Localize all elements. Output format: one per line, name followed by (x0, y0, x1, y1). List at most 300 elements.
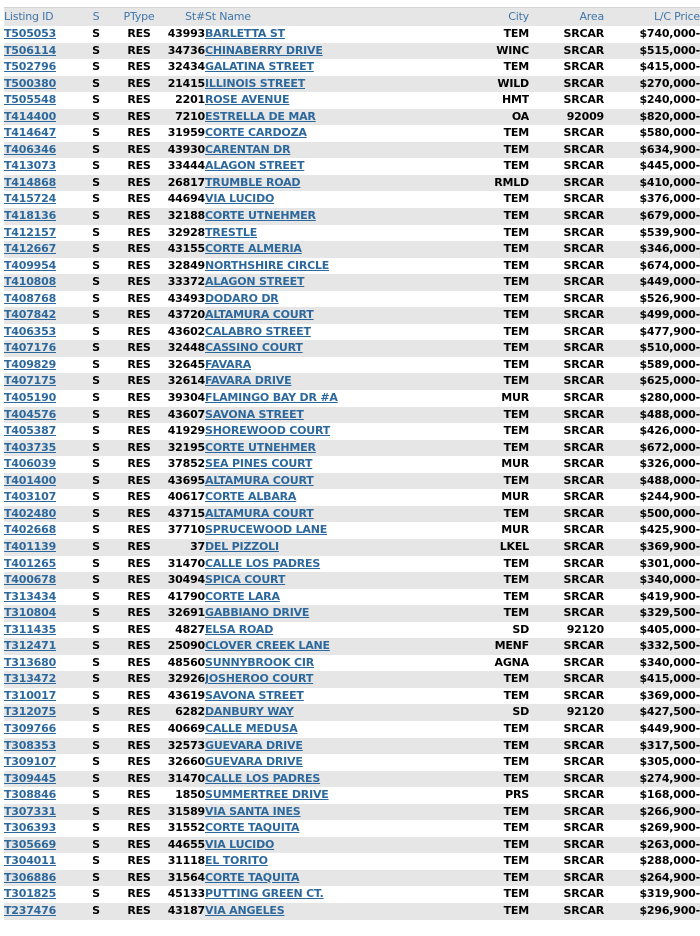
price-value: $168,000 (639, 788, 696, 802)
area-cell: SRCAR (529, 175, 604, 192)
price-cell (604, 622, 700, 639)
listing-id-link[interactable]: T404576 (4, 407, 57, 421)
city-cell: TEM (464, 274, 529, 291)
price-cell (604, 787, 700, 804)
price-value: $405,000 (639, 622, 696, 636)
price-value: $263,000 (639, 837, 696, 851)
listing-id-link[interactable]: T301825 (4, 887, 57, 901)
listing-id-link[interactable]: T415724 (4, 192, 57, 206)
price-value: $419,900 (639, 589, 696, 603)
status-cell: S (92, 324, 100, 338)
city-cell: PRS (505, 788, 529, 802)
street-name-link[interactable]: CALLE LOS PADRES (205, 556, 321, 570)
status-cell: S (74, 340, 118, 357)
price-cell (604, 158, 700, 175)
street-name-link[interactable]: DANBURY WAY (205, 705, 294, 719)
area-cell: SRCAR (563, 192, 604, 206)
header-row (4, 8, 700, 27)
price-cell (604, 837, 700, 854)
area-cell: SRCAR (563, 556, 604, 570)
listing-id-link[interactable]: T401139 (4, 539, 57, 553)
listing-id-link[interactable]: T410808 (4, 275, 57, 289)
listing-id-link[interactable]: T306393 (4, 821, 57, 835)
street-name-link[interactable]: JOSHEROO COURT (205, 672, 314, 686)
listing-id-link[interactable]: T406346 (4, 142, 57, 156)
street-name-link[interactable]: ALTAMURA COURT (205, 506, 314, 520)
listing-id-cell (4, 688, 74, 705)
area-cell: SRCAR (529, 572, 604, 589)
price-truncation-mark: - (695, 556, 700, 570)
area-cell: SRCAR (529, 440, 604, 457)
area-cell: 92120 (529, 704, 604, 721)
city-cell: TEM (464, 473, 529, 490)
ptype-cell: RES (127, 721, 151, 735)
street-name-link[interactable]: VIA SANTA INES (205, 804, 301, 818)
price-value: $488,000 (639, 407, 696, 421)
listing-id-link[interactable]: T414868 (4, 175, 57, 189)
street-name-link[interactable]: ESTRELLA DE MAR (205, 109, 316, 123)
price-cell (604, 43, 700, 60)
street-name-link[interactable]: SAVONA STREET (205, 407, 304, 421)
street-name-link[interactable]: PUTTING GREEN CT. (205, 887, 324, 901)
street-name-cell (205, 903, 464, 920)
street-name-link[interactable]: ALTAMURA COURT (205, 473, 314, 487)
street-name-link[interactable]: CLOVER CREEK LANE (205, 639, 330, 653)
listing-id-link[interactable]: T407175 (4, 374, 57, 388)
street-number-cell: 31564 (160, 870, 205, 887)
price-cell (604, 440, 700, 457)
street-name-cell (205, 274, 464, 291)
status-cell: S (92, 159, 100, 173)
street-name-link[interactable]: CALLE MEDUSA (205, 721, 298, 735)
city-cell: WILD (464, 76, 529, 93)
listing-id-link[interactable]: T406039 (4, 457, 57, 471)
area-cell: SRCAR (529, 373, 604, 390)
street-number-cell: 32691 (160, 605, 205, 622)
table-row (4, 225, 700, 242)
area-cell: SRCAR (529, 307, 604, 324)
ptype-cell: RES (118, 605, 160, 622)
street-name-link[interactable]: SPRUCEWOOD LANE (205, 523, 328, 537)
listing-id-link[interactable]: T309766 (4, 721, 57, 735)
listing-id-link[interactable]: T402668 (4, 523, 57, 537)
street-name-link[interactable]: CORTE TAQUITA (205, 870, 300, 884)
status-cell: S (74, 142, 118, 159)
street-number-cell: 31959 (167, 126, 205, 140)
table-row (4, 208, 700, 225)
street-name-link[interactable]: CORTE TAQUITA (205, 821, 300, 835)
area-cell: SRCAR (563, 324, 604, 338)
column-header-street-name[interactable]: St Name (205, 8, 464, 27)
area-cell: SRCAR (563, 357, 604, 371)
street-name-link[interactable]: NORTHSHIRE CIRCLE (205, 258, 330, 272)
listing-id-link[interactable]: T309445 (4, 771, 57, 785)
street-name-link[interactable]: CORTE ALMERIA (205, 242, 302, 256)
table-row (4, 522, 700, 539)
price-truncation-mark: - (695, 804, 700, 818)
listing-id-link[interactable]: T237476 (4, 903, 57, 917)
street-name-link[interactable]: FAVARA (205, 357, 252, 371)
status-cell: S (74, 671, 118, 688)
price-cell (604, 572, 700, 589)
listing-id-link[interactable]: T407176 (4, 341, 57, 355)
listing-id-cell (4, 622, 74, 639)
price-truncation-mark: - (695, 655, 700, 669)
table-row (4, 655, 700, 672)
area-cell: SRCAR (529, 76, 604, 93)
price-cell (604, 274, 700, 291)
street-name-link[interactable]: CORTE CARDOZA (205, 126, 307, 140)
table-row (4, 572, 700, 589)
ptype-cell: RES (118, 738, 160, 755)
city-cell: TEM (503, 589, 529, 603)
ptype-cell: RES (127, 357, 151, 371)
status-cell: S (74, 373, 118, 390)
street-name-link[interactable]: DODARO DR (205, 291, 279, 305)
listing-id-link[interactable]: T405190 (4, 391, 57, 405)
table-row (4, 76, 700, 93)
ptype-cell: RES (118, 208, 160, 225)
street-name-cell (205, 208, 464, 225)
listing-id-link[interactable]: T414400 (4, 109, 57, 123)
price-value: $445,000 (639, 159, 696, 173)
listing-id-link[interactable]: T311435 (4, 622, 57, 636)
street-name-link[interactable]: BARLETTA ST (205, 27, 285, 40)
price-value: $488,000 (639, 473, 696, 487)
street-number-cell: 32614 (160, 373, 205, 390)
area-cell: 92120 (566, 622, 604, 636)
table-row (4, 109, 700, 126)
street-name-link[interactable]: ALAGON STREET (205, 275, 305, 289)
street-name-cell (205, 589, 464, 606)
price-cell (604, 125, 700, 142)
price-value: $526,900 (639, 291, 696, 305)
street-name-link[interactable]: EL TORITO (205, 854, 268, 868)
status-cell: S (74, 870, 118, 887)
street-name-link[interactable]: CORTE ALBARA (205, 490, 297, 504)
listing-id-link[interactable]: T402480 (4, 506, 57, 520)
listing-id-link[interactable]: T505053 (4, 27, 57, 40)
street-name-link[interactable]: CALABRO STREET (205, 324, 311, 338)
area-cell: SRCAR (529, 870, 604, 887)
table-row (4, 43, 700, 60)
area-cell: SRCAR (563, 291, 604, 305)
street-name-link[interactable]: VIA LUCIDO (205, 837, 275, 851)
ptype-cell: RES (118, 638, 160, 655)
ptype-cell: RES (127, 755, 151, 769)
city-cell: TEM (503, 225, 529, 239)
price-cell (604, 423, 700, 440)
ptype-cell: RES (127, 424, 151, 438)
street-name-link[interactable]: DEL PIZZOLI (205, 539, 279, 553)
listing-id-link[interactable]: T406353 (4, 324, 57, 338)
street-name-link[interactable]: FLAMINGO BAY DR #A (205, 391, 338, 405)
listing-id-link[interactable]: T412157 (4, 225, 57, 239)
price-cell (604, 903, 700, 920)
price-cell (604, 357, 700, 374)
table-row (4, 489, 700, 506)
table-row (4, 473, 700, 490)
listing-id-link[interactable]: T502796 (4, 60, 57, 74)
street-name-link[interactable]: SUMMERTREE DRIVE (205, 788, 329, 802)
price-cell (604, 307, 700, 324)
listing-id-link[interactable]: T313434 (4, 589, 57, 603)
street-name-link[interactable]: GALATINA STREET (205, 60, 314, 74)
listing-id-cell (4, 489, 74, 506)
street-name-link[interactable]: GABBIANO DRIVE (205, 606, 310, 620)
area-cell: SRCAR (529, 340, 604, 357)
city-cell: SD (464, 704, 529, 721)
city-cell: TEM (464, 340, 529, 357)
listing-id-cell (4, 43, 74, 60)
city-cell: TEM (464, 373, 529, 390)
price-cell (604, 853, 700, 870)
status-cell: S (74, 208, 118, 225)
price-value: $305,000 (639, 755, 696, 769)
price-value: $740,000 (639, 27, 696, 40)
listing-id-link[interactable]: T401265 (4, 556, 57, 570)
area-cell: SRCAR (529, 771, 604, 788)
street-name-cell (205, 556, 464, 573)
city-cell: TEM (503, 887, 529, 901)
price-truncation-mark: - (695, 837, 700, 851)
column-header-status[interactable]: S (74, 8, 118, 27)
listing-id-cell (4, 225, 74, 242)
listing-id-link[interactable]: T312471 (4, 639, 57, 653)
listing-id-cell (4, 291, 74, 308)
listing-id-link[interactable]: T307331 (4, 804, 57, 818)
street-name-link[interactable]: ALAGON STREET (205, 159, 305, 173)
area-cell: SRCAR (563, 523, 604, 537)
table-row (4, 456, 700, 473)
price-cell (604, 92, 700, 109)
ptype-cell: RES (118, 274, 160, 291)
street-number-cell: 7210 (160, 109, 205, 126)
price-value: $369,000 (639, 688, 696, 702)
status-cell: S (74, 407, 118, 424)
street-name-link[interactable]: GUEVARA DRIVE (205, 755, 303, 769)
street-number-cell: 6282 (160, 704, 205, 721)
street-name-cell (205, 473, 464, 490)
status-cell: S (92, 887, 100, 901)
street-name-link[interactable]: CHINABERRY DRIVE (205, 43, 323, 57)
table-row (4, 539, 700, 556)
ptype-cell: RES (118, 837, 160, 854)
street-name-link[interactable]: CALLE LOS PADRES (205, 771, 321, 785)
price-value: $477,900 (639, 324, 696, 338)
area-cell: SRCAR (529, 539, 604, 556)
price-value: $288,000 (639, 854, 696, 868)
ptype-cell: RES (127, 655, 151, 669)
listing-id-link[interactable]: T405387 (4, 424, 57, 438)
street-name-link[interactable]: SPICA COURT (205, 573, 286, 587)
area-cell: SRCAR (529, 208, 604, 225)
listing-id-link[interactable]: T310804 (4, 606, 57, 620)
price-cell (604, 539, 700, 556)
table-row (4, 506, 700, 523)
listing-id-link[interactable]: T407842 (4, 308, 57, 322)
listing-id-cell (4, 655, 74, 672)
table-row (4, 605, 700, 622)
listings-body (4, 26, 700, 920)
listing-id-link[interactable]: T310017 (4, 688, 57, 702)
street-name-link[interactable]: ELSA ROAD (205, 622, 274, 636)
street-name-link[interactable]: ALTAMURA COURT (205, 308, 314, 322)
listing-id-link[interactable]: T506114 (4, 43, 57, 57)
listing-id-link[interactable]: T412667 (4, 242, 57, 256)
listing-id-link[interactable]: T403735 (4, 440, 57, 454)
table-row (4, 59, 700, 76)
street-number-cell: 32195 (160, 440, 205, 457)
price-value: $499,000 (639, 308, 696, 322)
street-name-link[interactable]: VIA ANGELES (205, 903, 285, 917)
listing-id-link[interactable]: T403107 (4, 490, 57, 504)
ptype-cell: RES (127, 788, 151, 802)
listing-id-link[interactable]: T408768 (4, 291, 57, 305)
price-cell (604, 804, 700, 821)
street-name-link[interactable]: CASSINO COURT (205, 341, 303, 355)
price-cell (604, 556, 700, 573)
listing-id-link[interactable]: T313472 (4, 672, 57, 686)
ptype-cell: RES (127, 490, 151, 504)
price-value: $679,000 (639, 209, 696, 223)
listing-id-link[interactable]: T409954 (4, 258, 57, 272)
street-name-link[interactable]: GUEVARA DRIVE (205, 738, 303, 752)
street-name-cell (205, 522, 464, 539)
price-value: $329,500 (639, 606, 696, 620)
listing-id-link[interactable]: T505548 (4, 93, 57, 107)
area-cell: SRCAR (563, 258, 604, 272)
column-header-listing-id[interactable]: Listing ID (4, 8, 74, 27)
ptype-cell: RES (127, 93, 151, 107)
listing-id-link[interactable]: T414647 (4, 126, 57, 140)
listing-id-cell (4, 870, 74, 887)
street-name-link[interactable]: VIA LUCIDO (205, 192, 275, 206)
city-cell: TEM (464, 605, 529, 622)
listing-id-link[interactable]: T309107 (4, 755, 57, 769)
area-cell: SRCAR (563, 60, 604, 74)
listing-id-link[interactable]: T409829 (4, 357, 57, 371)
street-number-cell: 32645 (167, 357, 205, 371)
listing-id-link[interactable]: T500380 (4, 76, 57, 90)
street-name-link[interactable]: CORTE UTNEHMER (205, 440, 316, 454)
street-number-cell: 37852 (167, 457, 205, 471)
street-name-cell (205, 787, 464, 804)
status-cell: S (92, 60, 100, 74)
price-cell (604, 886, 700, 903)
listing-id-link[interactable]: T413073 (4, 159, 57, 173)
listing-id-link[interactable]: T313680 (4, 655, 57, 669)
price-value: $317,500 (639, 738, 696, 752)
price-truncation-mark: - (695, 523, 700, 537)
street-name-cell (205, 125, 464, 142)
listing-id-link[interactable]: T308353 (4, 738, 57, 752)
price-value: $820,000 (639, 109, 696, 123)
listing-id-cell (4, 208, 74, 225)
table-row (4, 870, 700, 887)
column-header-street-number[interactable]: St# (160, 8, 205, 27)
listing-id-link[interactable]: T400678 (4, 573, 57, 587)
city-cell: TEM (503, 854, 529, 868)
column-header-lc-price[interactable]: L/C Price (604, 8, 700, 27)
city-cell: TEM (464, 506, 529, 523)
listing-id-cell (4, 440, 74, 457)
price-value: $270,000 (639, 76, 696, 90)
price-truncation-mark: - (695, 821, 700, 835)
price-truncation-mark: - (695, 175, 700, 189)
street-name-link[interactable]: ROSE AVENUE (205, 93, 290, 107)
street-number-cell: 34736 (160, 43, 205, 60)
price-truncation-mark: - (695, 76, 700, 90)
listing-id-link[interactable]: T312075 (4, 705, 57, 719)
listing-id-cell (4, 638, 74, 655)
status-cell: S (92, 821, 100, 835)
table-row (4, 721, 700, 738)
price-cell (604, 26, 700, 43)
table-row (4, 589, 700, 606)
city-cell: SD (512, 622, 529, 636)
price-value: $500,000 (639, 506, 696, 520)
table-row (4, 771, 700, 788)
listing-id-link[interactable]: T418136 (4, 209, 57, 223)
listing-id-link[interactable]: T304011 (4, 854, 57, 868)
listing-id-link[interactable]: T308846 (4, 788, 57, 802)
listing-id-link[interactable]: T305669 (4, 837, 57, 851)
listing-id-cell (4, 787, 74, 804)
column-header-ptype[interactable]: PType (118, 8, 160, 27)
street-name-link[interactable]: CORTE UTNEHMER (205, 209, 316, 223)
listing-id-cell (4, 721, 74, 738)
city-cell: MUR (501, 457, 529, 471)
table-row (4, 241, 700, 258)
street-name-link[interactable]: CARENTAN DR (205, 142, 291, 156)
column-header-area[interactable]: Area (529, 8, 604, 27)
listing-id-link[interactable]: T306886 (4, 870, 57, 884)
street-name-cell (205, 539, 464, 556)
listing-id-cell (4, 738, 74, 755)
street-name-link[interactable]: SHOREWOOD COURT (205, 424, 331, 438)
street-name-link[interactable]: CORTE LARA (205, 589, 280, 603)
price-value: $369,900 (639, 539, 696, 553)
city-cell: MUR (501, 391, 529, 405)
street-name-link[interactable]: TRESTLE (205, 225, 258, 239)
area-cell: SRCAR (529, 605, 604, 622)
street-number-cell: 1850 (175, 788, 205, 802)
city-cell: TEM (503, 821, 529, 835)
price-truncation-mark: - (695, 308, 700, 322)
street-name-cell (205, 622, 464, 639)
street-name-cell (205, 373, 464, 390)
listing-id-cell (4, 853, 74, 870)
street-name-link[interactable]: ILLINOIS STREET (205, 76, 306, 90)
street-name-link[interactable]: SUNNYBROOK CIR (205, 655, 314, 669)
price-value: $280,000 (639, 391, 696, 405)
price-value: $244,900 (639, 490, 696, 504)
city-cell: TEM (464, 208, 529, 225)
street-number-cell: 32849 (167, 258, 205, 272)
column-header-city[interactable]: City (464, 8, 529, 27)
listing-id-cell (4, 771, 74, 788)
city-cell: TEM (464, 738, 529, 755)
listing-id-link[interactable]: T401400 (4, 473, 57, 487)
listing-id-cell (4, 357, 74, 374)
street-name-link[interactable]: SAVONA STREET (205, 688, 304, 702)
street-name-link[interactable]: TRUMBLE ROAD (205, 175, 301, 189)
price-value: $510,000 (639, 341, 696, 355)
street-name-link[interactable]: FAVARA DRIVE (205, 374, 292, 388)
street-name-link[interactable]: SEA PINES COURT (205, 457, 313, 471)
price-truncation-mark: - (695, 142, 700, 156)
